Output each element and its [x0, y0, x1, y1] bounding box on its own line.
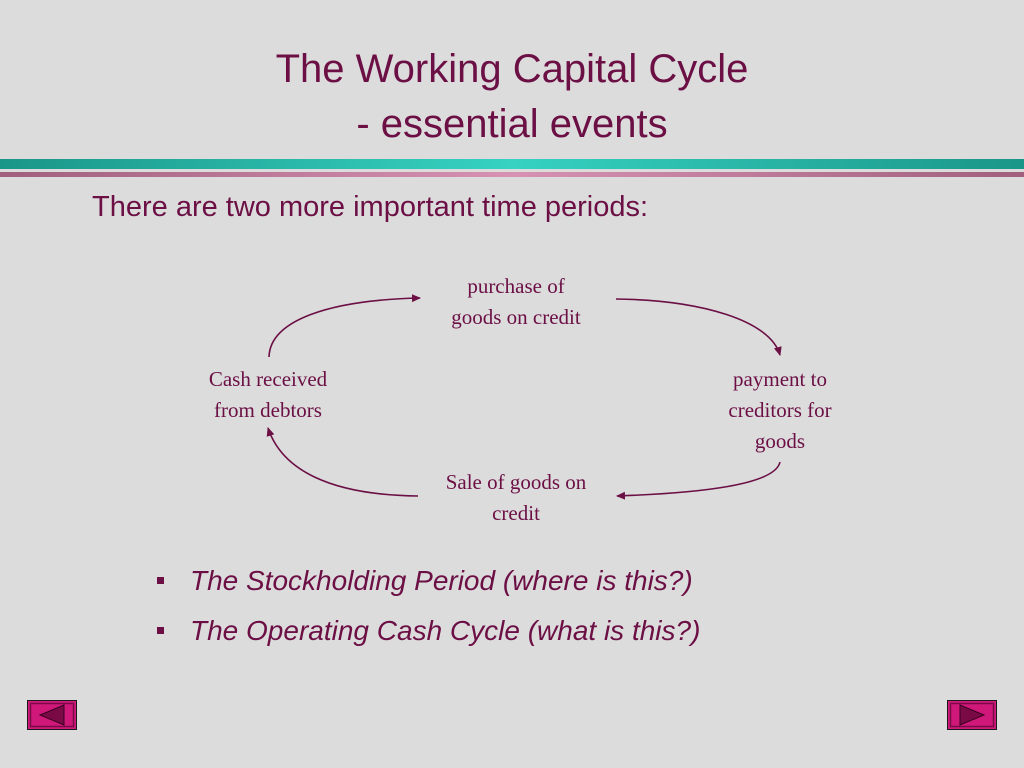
cycle-label-sale [406, 467, 626, 529]
bullet-text: The Stockholding Period (where is this?) [190, 565, 693, 596]
cycle-label-purchase [416, 271, 616, 333]
bullet-text: The Operating Cash Cycle (what is this?) [190, 615, 701, 646]
previous-slide-button[interactable] [27, 700, 77, 730]
slide-title-line-1: The Working Capital Cycle [275, 47, 749, 91]
cycle-label-payment-line-2: creditors for [728, 398, 832, 422]
cycle-label-payment-line-3: goods [754, 429, 806, 453]
next-slide-button[interactable] [947, 700, 997, 730]
cycle-label-purchase-line-1: purchase of [467, 274, 565, 298]
cycle-label-payment [690, 364, 870, 457]
square-bullet-icon [157, 577, 164, 584]
triangle-left-icon [27, 700, 77, 730]
triangle-right-icon [947, 700, 997, 730]
square-bullet-icon [157, 627, 164, 634]
arrow-right-to-bottom [617, 462, 780, 496]
cycle-label-cash [168, 364, 368, 426]
cycle-label-cash-line-1: Cash received [208, 367, 328, 391]
cycle-label-payment-line-1: payment to [733, 367, 827, 391]
cycle-label-purchase-line-2: goods on credit [451, 305, 581, 329]
arrow-bottom-to-left [268, 428, 418, 496]
cycle-label-cash-line-2: from debtors [214, 398, 322, 422]
slide-title-line-2: - essential events [356, 102, 668, 146]
cycle-label-sale-line-2: credit [492, 501, 540, 525]
arrow-left-to-top [269, 298, 420, 357]
cycle-label-sale-line-1: Sale of goods on [445, 470, 587, 494]
intro-text: There are two more important time periods: [92, 191, 649, 223]
arrow-top-to-right [616, 299, 780, 355]
